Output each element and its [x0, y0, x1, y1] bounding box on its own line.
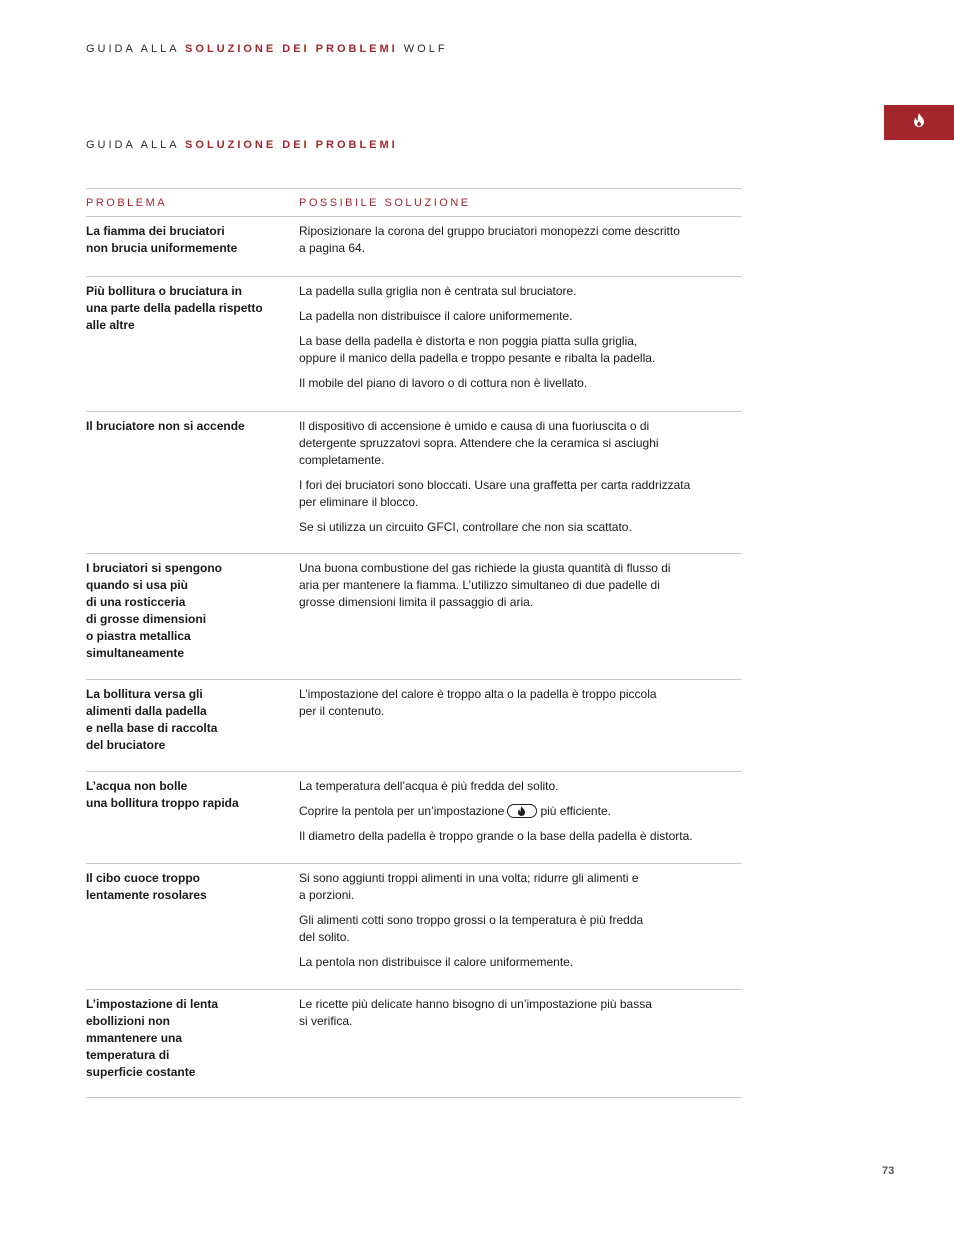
- problem-cell: Più bollitura o bruciatura in una parte della padella rispetto alle altre: [86, 284, 263, 332]
- troubleshooting-table: [86, 188, 742, 1098]
- solution-text: Se si utilizza un circuito GFCI, controllare che non sia scattato.: [299, 520, 632, 534]
- solution-text: Una buona combustione del gas richiede la giusta quantità di flusso di aria per mantenere la fiamma. L’utilizzo simultaneo di due padelle di grosse dimensioni limita il passaggio di aria.: [299, 561, 671, 609]
- section-title: [86, 139, 398, 151]
- solution-text: Le ricette più delicate hanno bisogno di un’impostazione più bassa si verifica.: [299, 997, 652, 1028]
- section-tab: [884, 105, 954, 140]
- solution-text: I fori dei bruciatori sono bloccati. Usare una graffetta per carta raddrizzata per eliminare il blocco.: [299, 478, 691, 509]
- solution-text: Gli alimenti cotti sono troppo grossi o la temperatura è più fredda del solito.: [299, 913, 644, 944]
- solution-cell: [299, 283, 742, 411]
- section-title-highlight: SOLUZIONE DEI PROBLEMI: [185, 139, 398, 151]
- solution-text: Il mobile del piano di lavoro o di cottura non è livellato.: [299, 376, 588, 390]
- table-body: [86, 217, 742, 1098]
- solution-cell: [299, 778, 742, 863]
- problem-cell: L’acqua non bolle una bollitura troppo rapida: [86, 779, 239, 810]
- solution-text: Riposizionare la corona del gruppo bruciatori monopezzi come descritto a pagina 64.: [299, 224, 680, 255]
- running-header: [86, 43, 448, 55]
- problem-cell: L’impostazione di lenta ebollizioni non mmantenere una temperatura di superficie costante: [86, 997, 219, 1079]
- solution-cell: [299, 223, 742, 276]
- problem-cell: I bruciatori si spengono quando si usa più di una rosticceria di grosse dimensioni o piastra metallica simultaneamente: [86, 561, 223, 660]
- running-header-prefix: GUIDA ALLA: [86, 43, 179, 55]
- solution-text: La padella sulla griglia non è centrata sul bruciatore.: [299, 284, 577, 298]
- table-row: [86, 864, 742, 990]
- table-row: [86, 554, 742, 680]
- solution-text: La padella non distribuisce il calore uniformemente.: [299, 309, 573, 323]
- solution-cell: [299, 418, 742, 553]
- solution-text: La pentola non distribuisce il calore uniformemente.: [299, 955, 574, 969]
- solution-text: Il dispositivo di accensione è umido e causa di una fuoriuscita o di detergente spruzzatovi sopra. Attendere che la ceramica si asciughi completamente.: [299, 419, 659, 467]
- problem-cell: Il bruciatore non si accende: [86, 419, 245, 433]
- solution-text: Il diametro della padella è troppo grande o la base della padella è distorta.: [299, 829, 693, 843]
- solution-cell: [299, 870, 742, 989]
- solution-text: Coprire la pentola per un’impostazione più efficiente.: [299, 804, 611, 818]
- flame-icon: [913, 113, 925, 132]
- table-row: [86, 277, 742, 412]
- table-header: [86, 189, 742, 217]
- table-row: [86, 412, 742, 554]
- problem-cell: La bollitura versa gli alimenti dalla padella e nella base di raccolta del bruciatore: [86, 687, 218, 752]
- solution-cell: [299, 686, 742, 771]
- running-header-highlight: SOLUZIONE DEI PROBLEMI: [185, 43, 398, 55]
- solution-cell: [299, 996, 742, 1097]
- solution-text: La temperatura dell’acqua è più fredda del solito.: [299, 779, 559, 793]
- column-header-problem: PROBLEMA: [86, 196, 168, 209]
- problem-cell: La fiamma dei bruciatori non brucia uniformemente: [86, 224, 238, 255]
- solution-text: Si sono aggiunti troppi alimenti in una volta; ridurre gli alimenti e a porzioni.: [299, 871, 639, 902]
- solution-text: La base della padella è distorta e non poggia piatta sulla griglia, oppure il manico della padella e troppo pesante e ribalta la padella.: [299, 334, 656, 365]
- solution-text: L’impostazione del calore è troppo alta o la padella è troppo piccola per il contenuto.: [299, 687, 657, 718]
- column-header-solution: POSSIBILE SOLUZIONE: [299, 196, 471, 209]
- table-row: [86, 990, 742, 1098]
- table-row: [86, 772, 742, 864]
- solution-cell: [299, 560, 742, 679]
- section-title-prefix: GUIDA ALLA: [86, 139, 179, 151]
- running-header-suffix: WOLF: [403, 43, 448, 55]
- table-row: [86, 680, 742, 772]
- table-row: [86, 217, 742, 277]
- problem-cell: Il cibo cuoce troppo lentamente rosolares: [86, 871, 207, 902]
- flame-icon: [507, 804, 537, 818]
- page-number: 73: [882, 1165, 895, 1177]
